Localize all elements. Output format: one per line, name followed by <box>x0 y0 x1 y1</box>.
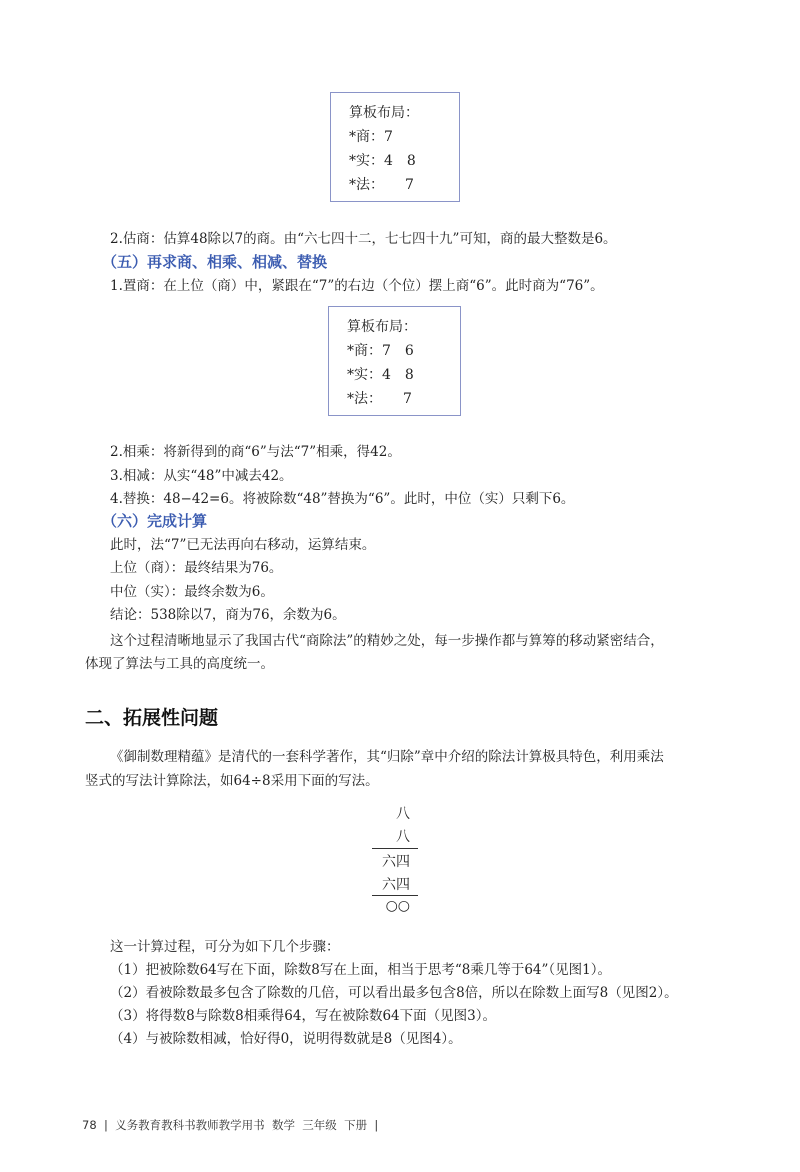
board-title: 算板布局： <box>349 105 419 121</box>
section6-heading: （六）完成计算 <box>102 512 208 530</box>
step-4: （4）与被除数相减，恰好得0，说明得数就是8（见图4）。 <box>110 1031 462 1047</box>
section6-p5-line1: 这个过程清晰地显示了我国古代“商除法”的精妙之处，每一步操作都与算筹的移动紧密结合， <box>110 633 664 649</box>
section6-p2: 上位（商）：最终结果为76。 <box>110 560 283 576</box>
board-fa: *法： 7 <box>347 391 412 407</box>
section5-item3: 3.相减：从实“48”中减去42。 <box>110 468 293 484</box>
calc-row-2: 八 <box>396 829 410 845</box>
step-1: （1）把被除数64写在下面，除数8写在上面，相当于思考“8乘几等于64”（见图1）。 <box>110 962 612 978</box>
calc-divider-1 <box>372 848 418 849</box>
grade: 三年级 <box>302 1118 337 1132</box>
page-number: 78 <box>82 1118 97 1132</box>
part2-heading: 二、拓展性问题 <box>85 707 219 729</box>
board-shi: *实：4 8 <box>349 153 416 169</box>
section6-p4: 结论：538除以7，商为76，余数为6。 <box>110 607 346 623</box>
board-shang: *商：7 <box>349 129 393 145</box>
calc-divider-2 <box>372 895 418 896</box>
page-footer: 78 | 义务教育教科书教师教学用书 数学 三年级 下册 | <box>82 1118 379 1132</box>
abacus-board-2 <box>328 306 461 416</box>
calc-row-5: ○○ <box>385 898 410 914</box>
subject: 数学 <box>271 1118 295 1132</box>
section6-p1: 此时，法“7”已无法再向右移动，运算结束。 <box>110 537 376 553</box>
part2-intro-line1: 《御制数理精蕴》是清代的一套科学著作，其“归除”章中介绍的除法计算极具特色，利用乘法 <box>110 749 664 765</box>
book-title: 义务教育教科书教师教学用书 <box>115 1118 265 1132</box>
calc-row-4: 六四 <box>382 877 410 893</box>
calc-row-3: 六四 <box>382 854 410 870</box>
abacus-board-1 <box>330 92 460 202</box>
calc-row-1: 八 <box>396 806 410 822</box>
volume: 下册 <box>344 1118 368 1132</box>
steps-intro: 这一计算过程，可分为如下几个步骤： <box>110 939 340 955</box>
step-estimate: 2.估商：估算48除以7的商。由“六七四十二，七七四十九”可知，商的最大整数是6。 <box>110 231 617 247</box>
section5-item1: 1.置商：在上位（商）中，紧跟在“7”的右边（个位）摆上商“6”。此时商为“76”。 <box>110 278 604 294</box>
step-2: （2）看被除数最多包含了除数的几倍，可以看出最多包含8倍，所以在除数上面写8（见图2）。 <box>110 985 678 1001</box>
section5-item4: 4.替换：48−42=6。将被除数“48”替换为“6”。此时，中位（实）只剩下6。 <box>110 491 575 507</box>
section6-p5-line2: 体现了算法与工具的高度统一。 <box>85 656 274 672</box>
step-3: （3）将得数8与除数8相乘得64，写在被除数64下面（见图3）。 <box>110 1008 496 1024</box>
section5-heading: （五）再求商、相乘、相减、替换 <box>102 253 328 271</box>
section5-item2: 2.相乘：将新得到的商“6”与法“7”相乘，得42。 <box>110 444 401 460</box>
board-fa: *法： 7 <box>349 177 414 193</box>
board-title: 算板布局： <box>347 319 417 335</box>
board-shi: *实：4 8 <box>347 367 414 383</box>
part2-intro-line2: 竖式的写法计算除法，如64÷8采用下面的写法。 <box>85 773 379 789</box>
section6-p3: 中位（实）：最终余数为6。 <box>110 584 274 600</box>
board-shang: *商：7 6 <box>347 343 414 359</box>
